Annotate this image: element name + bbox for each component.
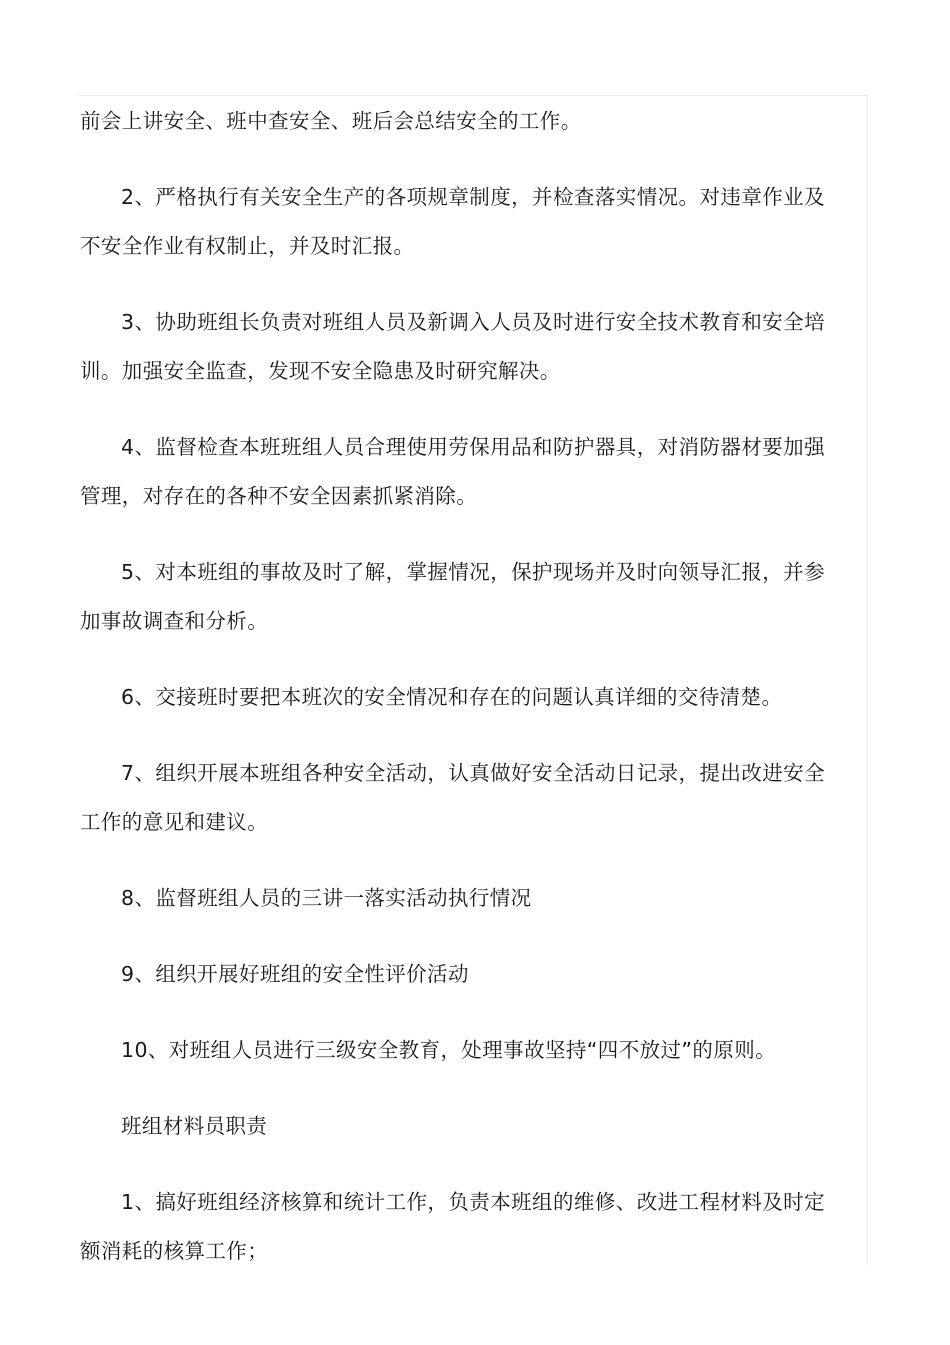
paragraph-item-4: 4、监督检查本班班组人员合理使用劳保用品和防护器具，对消防器材要加强管理，对存在的各种不安全因素抓紧消除。 xyxy=(80,435,825,508)
paragraph-item-9: 9、组织开展好班组的安全性评价活动 xyxy=(121,962,469,986)
paragraph-item-5: 5、对本班组的事故及时了解，掌握情况，保护现场并及时向领导汇报，并参加事故调查和分析。 xyxy=(80,560,825,633)
paragraph-item-8: 8、监督班组人员的三讲一落实活动执行情况 xyxy=(121,886,532,910)
paragraph-item-2: 2、严格执行有关安全生产的各项规章制度，并检查落实情况。对违章作业及不安全作业有权制止，并及时汇报。 xyxy=(80,185,825,258)
paragraph-item-10: 10、对班组人员进行三级安全教育，处理事故坚持“四不放过”的原则。 xyxy=(121,1038,777,1062)
paragraph-item-3: 3、协助班组长负责对班组人员及新调入人员及时进行安全技术教育和安全培训。加强安全监查，发现不安全隐患及时研究解决。 xyxy=(80,310,825,383)
paragraph-item-6: 6、交接班时要把本班次的安全情况和存在的问题认真详细的交待清楚。 xyxy=(121,685,783,709)
paragraph-duty-continuation: 前会上讲安全、班中查安全、班后会总结安全的工作。 xyxy=(80,109,582,133)
section-heading-materials-clerk: 班组材料员职责 xyxy=(121,1114,268,1138)
paragraph-materials-item-1: 1、搞好班组经济核算和统计工作，负责本班组的维修、改进工程材料及时定额消耗的核算工作； xyxy=(80,1190,825,1263)
document-body xyxy=(80,97,825,1276)
paragraph-item-7: 7、组织开展本班组各种安全活动，认真做好安全活动日记录，提出改进安全工作的意见和建议。 xyxy=(80,761,825,834)
